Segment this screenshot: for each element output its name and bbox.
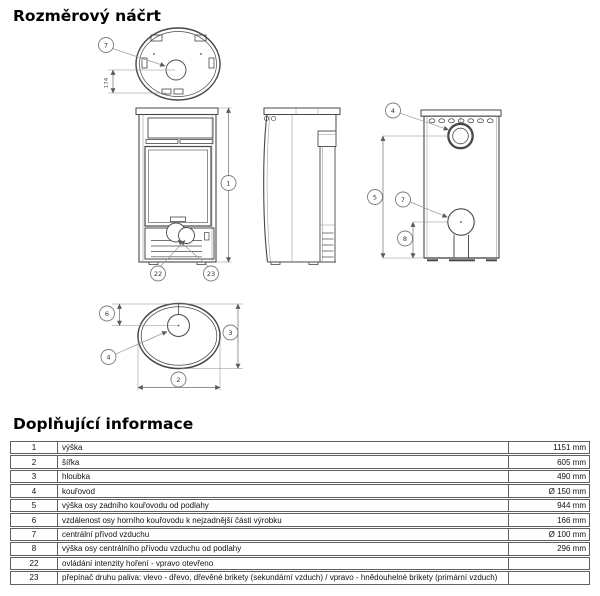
table-row: [10, 484, 590, 497]
table-row: [10, 528, 590, 541]
callout-width: [171, 372, 186, 387]
spec-number: 22: [11, 558, 58, 569]
callout-intensity-control: [151, 266, 166, 281]
rear-flue-box: [318, 131, 336, 147]
section-title-info: Doplňující informace: [13, 415, 194, 433]
spec-number: 23: [11, 572, 58, 583]
callout-height: [221, 176, 236, 191]
spec-number: 2: [11, 456, 58, 467]
spec-number: 8: [11, 543, 58, 554]
spec-description: výška osy zadního kouřovodu od podlahy: [62, 501, 209, 511]
table-row: [10, 470, 590, 483]
spec-value: [508, 572, 589, 583]
table-row: [10, 557, 590, 570]
spec-value: [508, 558, 589, 569]
table-row: [10, 455, 590, 468]
spec-description: kouřovod: [62, 486, 95, 496]
svg-text:4: 4: [106, 353, 111, 362]
spec-number: 7: [11, 529, 58, 540]
back-view-drawing: [368, 103, 502, 261]
top-plate-front: [136, 108, 218, 115]
spec-value: 1151 mm: [508, 442, 589, 453]
spec-value: 605 mm: [508, 456, 589, 467]
front-view-drawing: [136, 108, 236, 281]
table-row: [10, 542, 590, 555]
spec-value: 166 mm: [508, 514, 589, 525]
svg-text:3: 3: [228, 328, 233, 337]
svg-text:23: 23: [206, 269, 216, 278]
fuel-switch-knob: [179, 228, 195, 244]
spec-number: 6: [11, 514, 58, 525]
info-table: [10, 441, 590, 586]
spec-description: hloubka: [62, 472, 91, 482]
spec-number: 5: [11, 500, 58, 511]
side-view-drawing: [264, 108, 340, 265]
spec-value: Ø 100 mm: [508, 529, 589, 540]
spec-value: 944 mm: [508, 500, 589, 511]
spec-description: vzdálenost osy horního kouřovodu k nejzadnější části výrobku: [62, 515, 282, 525]
dim-label-174: 174: [104, 77, 110, 89]
svg-text:1: 1: [226, 179, 231, 188]
spec-number: 4: [11, 485, 58, 496]
top-plate-side: [264, 108, 340, 115]
table-row: [10, 441, 590, 454]
spec-description: přepínač druhu paliva: vlevo - dřevo, dřevěné brikety (sekundární vzduch) / vpravo - hnědouhelné brikety (primární vzduch): [62, 573, 498, 583]
spec-value: Ø 150 mm: [508, 485, 589, 496]
callout-air-height: [398, 231, 413, 246]
top-plate-back: [421, 110, 501, 116]
spec-description: centrální přívod vzduchu: [62, 530, 150, 539]
svg-text:5: 5: [372, 193, 378, 202]
table-row: [10, 513, 590, 526]
callout-air-back: [396, 192, 411, 207]
spec-description: ovládání intenzity hoření - vpravo otevřeno: [62, 558, 214, 568]
callout-air-top: [99, 38, 114, 53]
bottom-view-drawing: [100, 304, 244, 391]
callout-top-flue-offset: [100, 306, 115, 321]
spec-value: 296 mm: [508, 543, 589, 554]
callout-flue-back: [386, 103, 401, 118]
svg-text:7: 7: [400, 195, 406, 204]
callout-back-flue-height: [368, 190, 383, 205]
svg-text:22: 22: [153, 269, 163, 278]
svg-text:4: 4: [390, 106, 396, 115]
spec-description: šířka: [62, 457, 80, 467]
table-row: [10, 499, 590, 512]
spec-number: 1: [11, 442, 58, 453]
callout-fuel-switch: [204, 266, 219, 281]
spec-description: výška: [62, 443, 83, 453]
svg-text:8: 8: [402, 234, 408, 243]
spec-description: výška osy centrálního přívodu vzduchu od podlahy: [62, 544, 242, 554]
callout-flue-bottom: [101, 350, 116, 365]
spec-number: 3: [11, 471, 58, 482]
svg-text:7: 7: [103, 41, 109, 50]
table-row: [10, 571, 590, 584]
svg-text:2: 2: [176, 375, 181, 384]
spec-value: 490 mm: [508, 471, 589, 482]
svg-text:6: 6: [104, 309, 110, 318]
callout-depth: [223, 325, 238, 340]
top-view-drawing: [99, 28, 221, 100]
page-title: Rozměrový náčrt: [13, 7, 161, 25]
stove-body-back: [424, 116, 499, 258]
